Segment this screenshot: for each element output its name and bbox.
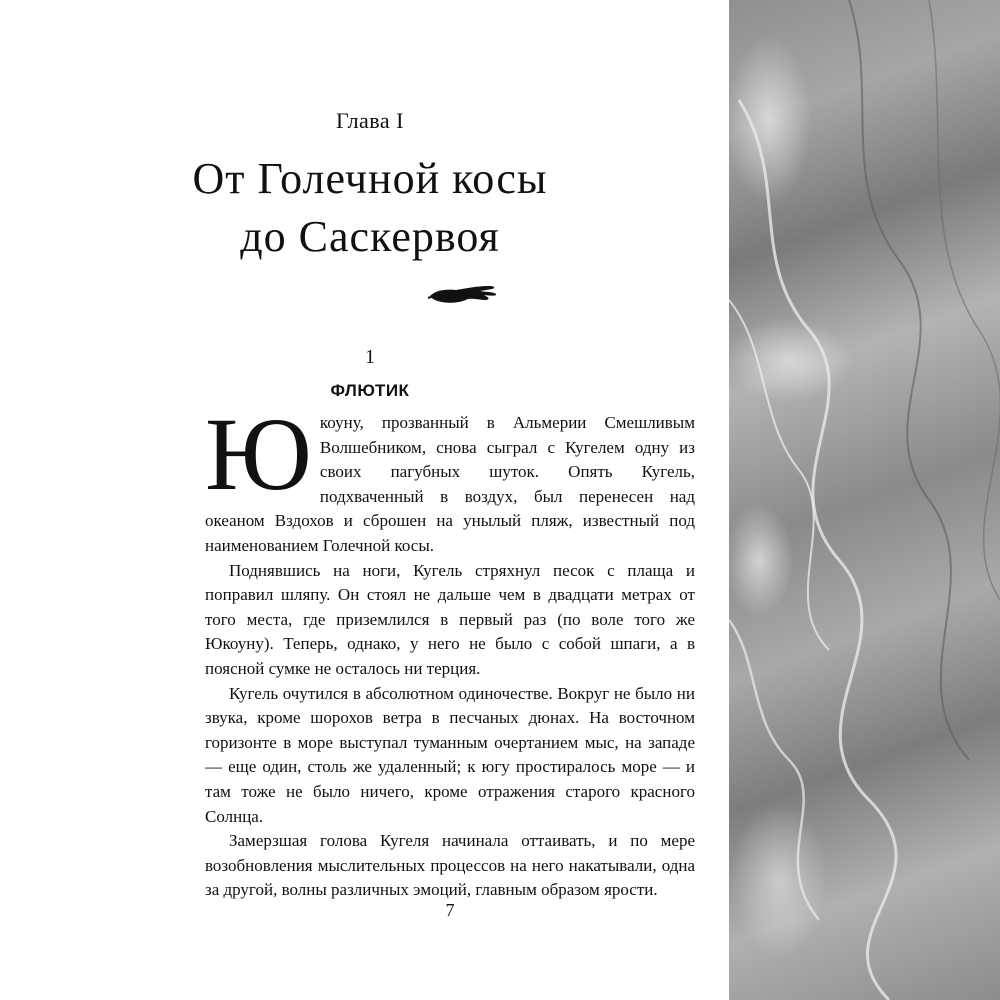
section-title: ФЛЮТИК	[330, 381, 410, 400]
paragraph-3: Кугель очутился в абсолютном одиночестве. Вокруг не было ни звука, кроме шорохов ветра в песчаных дюнах. На восточном горизонте в море выступал туманным очертанием мыс, на западе — еще один, столь же удаленный; к югу простиралось море — и там тоже не было ничего, кроме отражения старого красного Солнца.	[205, 683, 695, 826]
hand-ornament-icon	[428, 280, 498, 308]
body-text	[205, 397, 695, 903]
page-number: 7	[445, 900, 455, 920]
chapter-title-line-2: до Саскервоя	[240, 212, 500, 261]
chapter-title	[0, 150, 740, 266]
paragraph-4: Замерзшая голова Кугеля начинала оттаивать, и по мере возобновления мыслительных процессов на него накатывали, одна за другой, волны различных эмоций, главным образом ярости.	[205, 831, 695, 900]
marbled-edge-decoration	[729, 0, 1000, 1000]
paragraph-2: Поднявшись на ноги, Кугель стряхнул песок с плаща и поправил шляпу. Он стоял не дальше чем в двадцати метрах от того места, где приземлился в первый раз (по воле того же Юкоуну). Теперь, однако, у него не было с собой шпаги, а в поясной сумке не осталось ни терция.	[205, 560, 695, 678]
chapter-label: Глава I	[336, 108, 404, 133]
paragraph-1	[205, 397, 695, 559]
paragraph-1-text: коуну, прозванный в Альмерии Смешливым Волшебником, снова сыграл с Кугелем одну из своих пагубных шуток. Опять Кугель, подхваченный в воздух, был перенесен над океаном Вздохов и сброшен на унылый пляж, известный под наименованием Голечной косы.	[205, 413, 695, 555]
chapter-title-line-1: От Голечной косы	[192, 154, 548, 203]
section-number: 1	[365, 346, 375, 368]
drop-cap: Ю	[205, 397, 312, 512]
